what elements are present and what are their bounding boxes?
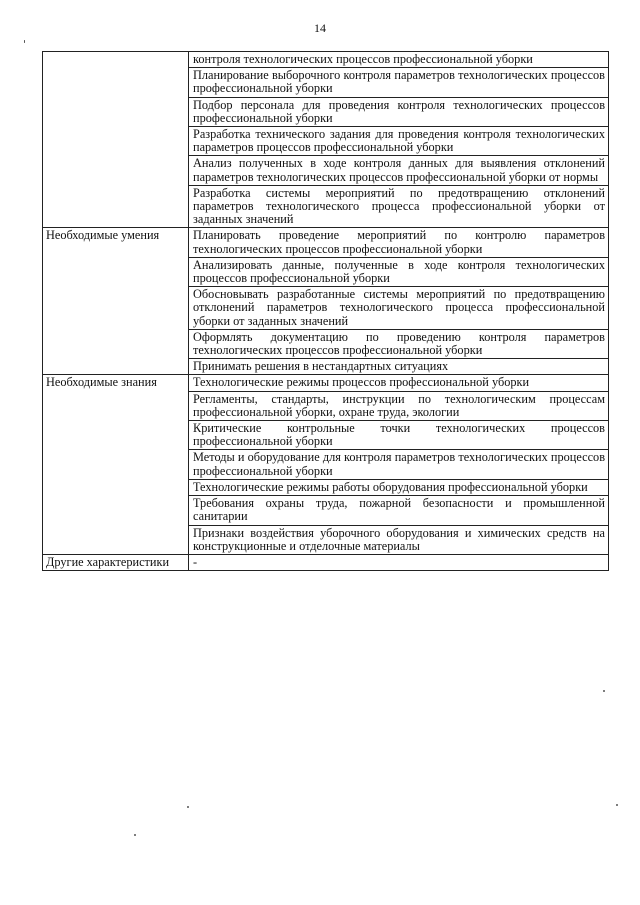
continued-label-cell xyxy=(43,52,189,228)
skills-label: Необходимые умения xyxy=(43,228,189,375)
knowledge-item: Признаки воздействия уборочного оборудования и химических средств на конструкционные и отделочные материалы xyxy=(189,525,609,554)
scan-speck xyxy=(187,806,189,808)
other-characteristics-label: Другие характеристики xyxy=(43,554,189,570)
table-row xyxy=(43,375,609,391)
skill-item: Принимать решения в нестандартных ситуациях xyxy=(189,359,609,375)
knowledge-item: Требования охраны труда, пожарной безопасности и промышленной санитарии xyxy=(189,496,609,525)
knowledge-item: Регламенты, стандарты, инструкции по технологическим процессам профессиональной уборки, охране труда, экологии xyxy=(189,391,609,420)
labor-action-item: Анализ полученных в ходе контроля данных для выявления отклонений параметров технологических процессов профессиональной уборки от нормы xyxy=(189,156,609,185)
scan-speck xyxy=(603,690,605,692)
knowledge-label: Необходимые знания xyxy=(43,375,189,554)
knowledge-item: Технологические режимы работы оборудования профессиональной уборки xyxy=(189,479,609,495)
labor-action-item: Подбор персонала для проведения контроля технологических процессов профессиональной уборки xyxy=(189,97,609,126)
knowledge-item: Критические контрольные точки технологических процессов профессиональной уборки xyxy=(189,421,609,450)
characteristics-table xyxy=(42,51,609,571)
scan-speck xyxy=(24,40,25,43)
knowledge-item: Методы и оборудование для контроля параметров технологических процессов профессиональной уборки xyxy=(189,450,609,479)
skill-item: Анализировать данные, полученные в ходе контроля технологических процессов профессиональной уборки xyxy=(189,257,609,286)
knowledge-item: Технологические режимы процессов профессиональной уборки xyxy=(189,375,609,391)
scan-speck xyxy=(616,804,618,806)
scan-speck xyxy=(134,834,136,836)
skill-item: Оформлять документацию по проведению контроля параметров технологических процессов профессиональной уборки xyxy=(189,329,609,358)
skill-item: Обосновывать разработанные системы мероприятий по предотвращению отклонений параметров технологического процесса профессиональной уборки от заданных значений xyxy=(189,287,609,330)
table-row xyxy=(43,52,609,68)
table-row xyxy=(43,554,609,570)
labor-action-item: контроля технологических процессов профессиональной уборки xyxy=(189,52,609,68)
labor-action-item: Разработка системы мероприятий по предотвращению отклонений параметров технологического процесса профессиональной уборки от заданных значений xyxy=(189,185,609,228)
page-number: 14 xyxy=(314,21,326,35)
other-characteristics-value: - xyxy=(189,554,609,570)
labor-action-item: Планирование выборочного контроля параметров технологических процессов профессиональной уборки xyxy=(189,68,609,97)
table-row xyxy=(43,228,609,257)
skill-item: Планировать проведение мероприятий по контролю параметров технологических процессов профессиональной уборки xyxy=(189,228,609,257)
labor-action-item: Разработка технического задания для проведения контроля технологических параметров процессов профессиональной уборки xyxy=(189,127,609,156)
